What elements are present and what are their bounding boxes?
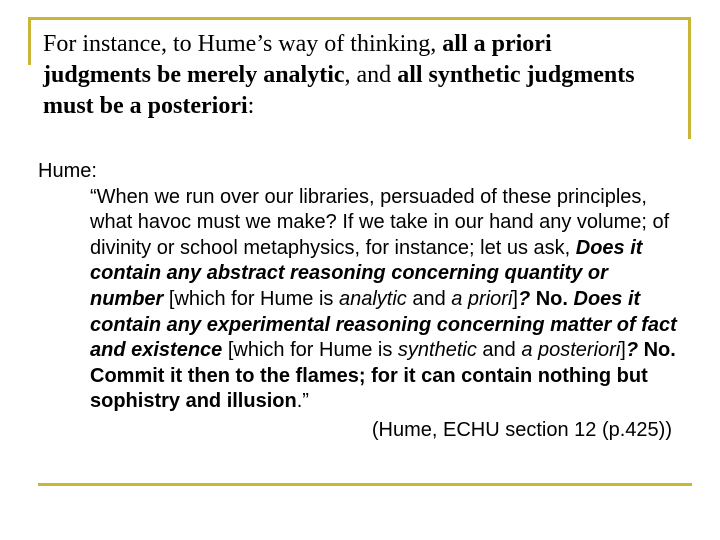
quote-text-6: and	[476, 339, 522, 362]
hume-quote	[90, 185, 682, 415]
title-right-rule	[688, 17, 691, 139]
quote-text-1: “When we run over our libraries, persuaded of these principles, what havoc must we make? If we take in our hand any volume; of divinity or school metaphysics, for instance; let us ask,	[90, 185, 670, 259]
quote-italic-a-priori: a priori	[451, 287, 513, 310]
title-left-rule	[28, 17, 31, 65]
slide-title	[43, 29, 663, 122]
title-bold-2: all synthetic judgments must be a posteriori	[43, 62, 635, 119]
quote-italic-a-posteriori: a posteriori	[521, 339, 621, 362]
quote-text-4: ]	[512, 287, 518, 310]
quote-answer-2: No. Commit it then to the flames; for it can contain nothing but sophistry and illusion	[90, 339, 676, 413]
quote-question-1: Does it contain any abstract reasoning concerning quantity or number	[90, 236, 643, 310]
speaker-label: Hume:	[38, 160, 97, 182]
quote-answer-1: No.	[535, 287, 574, 310]
bottom-rule	[38, 483, 692, 486]
title-top-rule	[28, 17, 691, 20]
quote-italic-analytic: analytic	[338, 287, 407, 310]
citation: (Hume, ECHU section 12 (p.425))	[371, 418, 672, 441]
quote-text-5: [which for Hume is	[222, 339, 398, 362]
quote-text-8: .”	[296, 390, 309, 413]
quote-italic-synthetic: synthetic	[397, 339, 477, 362]
quote-text-3: and	[406, 287, 452, 310]
title-text-2: , and	[344, 62, 398, 88]
title-text-1: For instance, to Hume’s way of thinking,	[43, 31, 443, 57]
quote-question-mark-1: ?	[517, 287, 536, 310]
quote-text-2: [which for Hume is	[163, 287, 339, 310]
quote-text-7: ]	[620, 339, 626, 362]
quote-question-2: Does it contain any experimental reasoning concerning matter of fact and existence	[90, 287, 677, 362]
title-text-3: :	[247, 93, 255, 119]
quote-question-mark-2: ?	[625, 339, 639, 362]
slide-body	[38, 159, 688, 444]
title-bold-1: all a priori judgments be merely analytic	[43, 31, 552, 88]
